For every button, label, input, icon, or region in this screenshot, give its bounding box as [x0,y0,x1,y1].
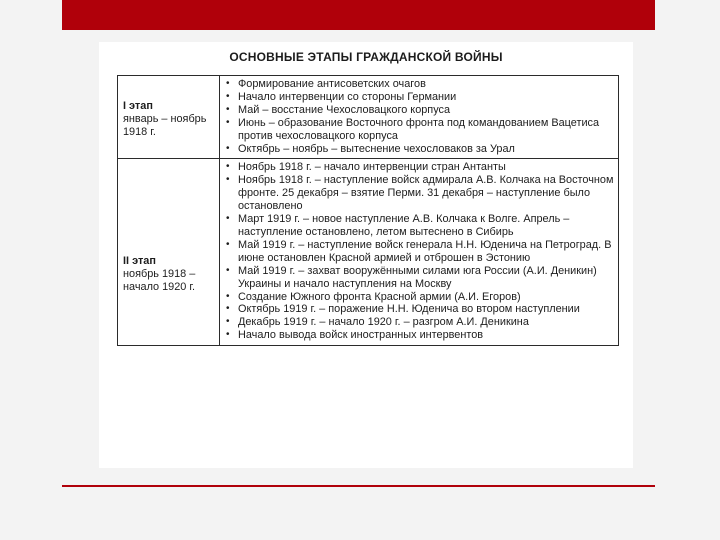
stage-name: II этап [123,255,156,268]
list-item: • Начало интервенции со стороны Германии [225,91,614,104]
stage-dates: ноябрь 1918 – начало 1920 г. [123,268,196,294]
list-item: • Май 1919 г. – захват вооружёнными силами юга России (А.И. Деникин) Украины и начало наступления на Москву [225,265,614,291]
list-item: • Ноябрь 1918 г. – начало интервенции стран Антанты [225,161,614,174]
list-item: • Октябрь – ноябрь – вытеснение чехословаков за Урал [225,143,614,156]
events-cell [220,76,619,159]
events-list [225,161,614,342]
list-item: • Май – восстание Чехословацкого корпуса [225,104,614,117]
top-accent-bar [62,0,655,30]
list-item: • Октябрь 1919 г. – поражение Н.Н. Юденича во втором наступлении [225,303,614,316]
list-item: • Декабрь 1919 г. – начало 1920 г. – разгром А.И. Деникина [225,316,614,329]
events-cell [220,159,619,346]
table-row [118,159,619,346]
document-title: ОСНОВНЫЕ ЭТАПЫ ГРАЖДАНСКОЙ ВОЙНЫ [229,50,503,64]
stage-cell [118,76,220,159]
stages-table [117,75,619,346]
stage-name: I этап [123,100,153,112]
stage-dates: январь – ноябрь 1918 г. [123,112,207,138]
list-item: • Июнь – образование Восточного фронта под командованием Вацетиса против чехословацкого корпуса [225,117,614,143]
list-item: • Март 1919 г. – новое наступление А.В. Колчака к Волге. Апрель – наступление остановлено, летом вытеснено в Сибирь [225,213,614,239]
document-scan [99,42,633,468]
list-item: • Май 1919 г. – наступление войск генерала Н.Н. Юденича на Петроград. В июне остановлен Красной армией и отброшен в Эстонию [225,239,614,265]
stage-cell [118,159,220,346]
bottom-accent-rule [62,485,655,487]
list-item: • Создание Южного фронта Красной армии (А.И. Егоров) [225,291,614,304]
list-item: • Ноябрь 1918 г. – наступление войск адмирала А.В. Колчака на Восточном фронте. 25 декабря – взятие Перми. 31 декабря – наступление было остановлено [225,174,614,213]
events-list [225,78,614,155]
list-item: • Формирование антисоветских очагов [225,78,614,91]
table-row [118,76,619,159]
list-item: • Начало вывода войск иностранных интервентов [225,329,614,342]
